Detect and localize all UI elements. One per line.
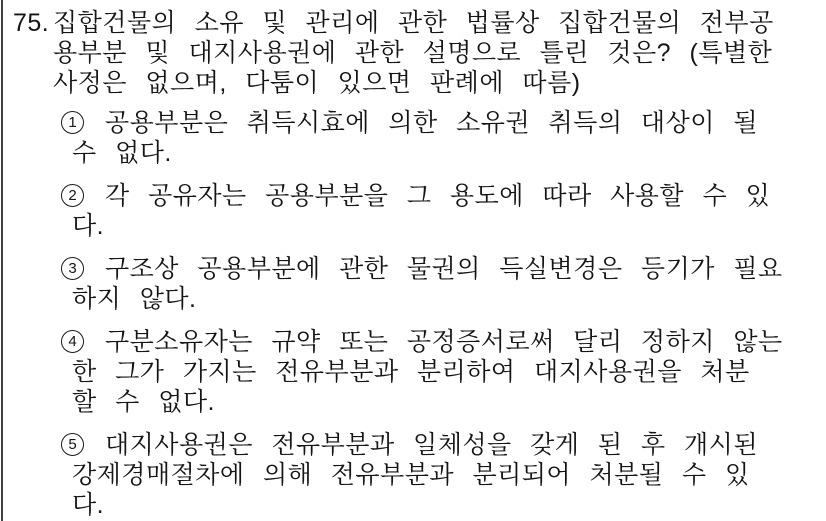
- question-line-3: 사정은 없으며, 다툼이 있으면 판례에 따름): [53, 69, 581, 97]
- option-5-line-2: 강제경매절차에 의해 전유부분과 분리되어 처분될 수 있: [72, 461, 750, 489]
- question-line-2: 용부분 및 대지사용권에 관한 설명으로 틀린 것은? (특별한: [53, 39, 773, 67]
- option-4-line-2: 한 그가 가지는 전유부분과 분리하여 대지사용권을 처분: [72, 358, 750, 386]
- option-1-line-1: 공용부분은 취득시효에 의한 소유권 취득의 대상이 될: [105, 109, 758, 137]
- option-1-line-2: 수 없다.: [72, 139, 172, 167]
- option-4-line-1: 구분소유자는 규약 또는 공정증서로써 달리 정하지 않는: [105, 328, 783, 356]
- question-block: [0, 8, 826, 98]
- option-4: [0, 327, 826, 417]
- option-3-marker: 3: [61, 257, 84, 280]
- option-3-line-2: 하지 않다.: [72, 285, 197, 313]
- option-4-marker: 4: [61, 330, 84, 353]
- question-number: 75.: [13, 9, 50, 37]
- option-1-marker: 1: [61, 111, 84, 134]
- option-5-line-1: 대지사용권은 전유부분과 일체성을 갖게 된 후 개시된: [105, 431, 758, 459]
- option-4-line-3: 할 수 없다.: [72, 388, 215, 416]
- question-line-1: 집합건물의 소유 및 관리에 관한 법률상 집합건물의 전부공: [53, 9, 774, 37]
- option-5-marker: 5: [61, 433, 84, 456]
- option-2: [0, 181, 826, 241]
- option-5: [0, 430, 826, 520]
- option-2-line-2: 다.: [72, 212, 105, 240]
- option-5-line-3: 다.: [72, 491, 105, 519]
- option-2-line-1: 각 공유자는 공용부분을 그 용도에 따라 사용할 수 있: [105, 182, 771, 210]
- option-3: [0, 254, 826, 314]
- question-75: [0, 8, 826, 520]
- option-3-line-1: 구조상 공용부분에 관한 물권의 득실변경은 등기가 필요: [105, 255, 783, 283]
- option-2-marker: 2: [61, 184, 84, 207]
- option-1: [0, 108, 826, 168]
